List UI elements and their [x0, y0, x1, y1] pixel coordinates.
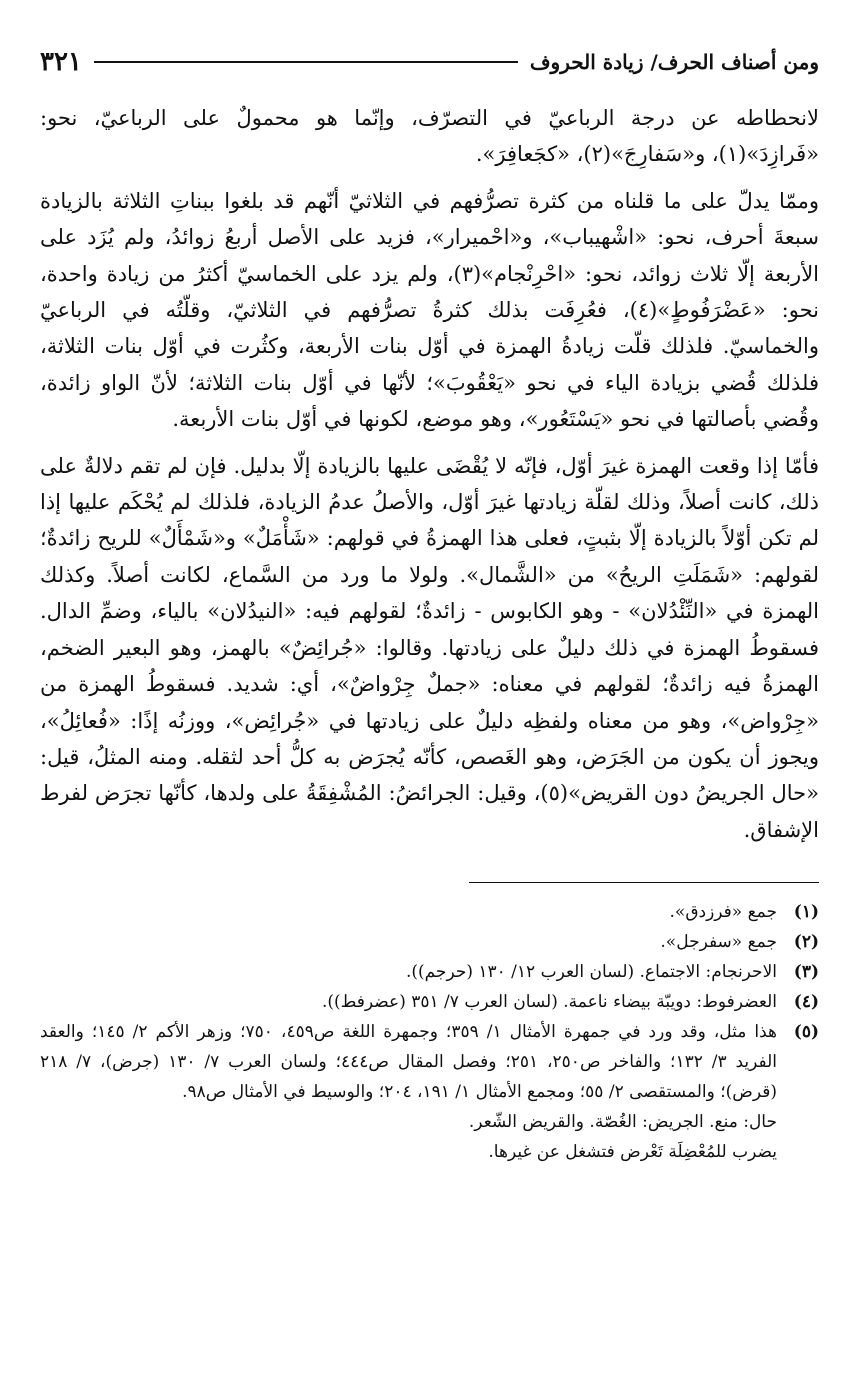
footnote-separator [469, 882, 819, 883]
footnote-text: الاحرنجام: الاجتماع. (لسان العرب ١٢/ ١٣٠ (حرجم)). [405, 962, 777, 983]
footnote-number: (١) [793, 902, 819, 923]
footnote-3 [40, 957, 819, 987]
footnote-number: (٤) [793, 992, 819, 1013]
paragraph-1: لانحطاطه عن درجة الرباعيّ في التصرّف، وإنّما هو محمولٌ على الرباعيّ، نحو: «فَرازِدَ»(١)، و«سَفارِجَ»(٢)، «كجَعافِرَ». [40, 106, 819, 167]
page-header [40, 40, 819, 84]
paragraph-2: وممّا يدلّ على ما قلناه من كثرة تصرُّفهم في الثلاثيّ أنّهم قد بلغوا ببناتِ الثلاثة بالزيادة سبعةَ أحرف، نحو: «اشْهيباب»، و«احْميرار»، فزيد على الأصل أربعُ زوائدُ، ولم يُزَد على الأربعة إلّا ثلاث زوائد، نحو: «احْرِنْجام»(٣)، ولم يزد على الخماسيّ أكثرُ من زيادة واحدة، نحو: «عَضْرَفُوطٍ»(٤)، فعُرِفَت بذلك كثرةُ تصرُّفهم في الثلاثيّ، وقلّتُه في الرباعيّ والخماسيّ. فلذلك قلّت زيادةُ الهمزة في أوّل بنات الأربعة، وكثُرت في أوّل بنات الثلاثة، فلذلك قُضي بزيادة الياء في نحو «يَعْقُوبَ»؛ لأنّها في أوّل بنات الثلاثة؛ لأنّ الواو زائدة، وقُضي بأصالتها في نحو «يَسْتَعُور»، وهو موضع، لكونها في أوّل بنات الأربعة. [40, 188, 820, 432]
book-page [40, 40, 819, 1167]
footnotes [40, 897, 819, 1167]
footnote-number: (٥) [793, 1022, 819, 1043]
footnote-number: (٢) [793, 932, 819, 953]
footnote-5 [40, 1017, 819, 1107]
paragraph-3: فأمّا إذا وقعت الهمزة غيرَ أوّل، فإنّه لا يُقْضَى عليها بالزيادة إلّا بدليل. فإن لم تقم دلالةٌ على ذلك، كانت أصلاً، وذلك لقلّة زيادتها غيرَ أوّل، والأصلُ عدمُ الزيادة، فلذلك لم يُحْكَم عليها إذا لم تكن أوّلاً بالزيادة إلّا بثبتٍ، فعلى هذا الهمزةُ في قولهم: «شَأْمَلٌ» و«شَمْأَلٌ» للريح زائدةٌ؛ لقولهم: «شَمَلَتِ الريحُ» من «الشَّمال». ولولا ما ورد من السَّماع، لكانت أصلاً. وكذلك الهمزة في «النِّئْدُلان» - وهو الكابوس - زائدةٌ؛ لقولهم فيه: «النيدُلان» بالياء، وضمِّ الدال. فسقوطُ الهمزة في ذلك دليلٌ على زيادتها. وقالوا: «جُرائِضٌ» بالهمز، وهو البعير الضخم، الهمزةُ فيه زائدةٌ؛ لقولهم في معناه: «جملٌ جِرْواضٌ»، أي: شديد. فسقوطُ الهمزة من «جِرْواض»، وهو من معناه ولفظِه دليلٌ على زيادتها في «جُرائِض»، ووزنُه إذًا: «فُعائِلُ»، ويجوز أن يكون من الجَرَض، وهو الغَصص، كأنّه يُجرَض به كلُّ أحد لثقله. ومنه المثلُ، قيل: «حال الجريضُ دون القريض»(٥)، وقيل: الجرائضُ: المُشْفِقَةُ على ولدها، كأنّها تجرَض لفرط الإشفاق. [40, 453, 819, 842]
running-head: ومن أصناف الحرف/ زيادة الحروف [529, 50, 819, 74]
footnote-text: هذا مثل، وقد ورد في جمهرة الأمثال ١/ ٣٥٩؛ وجمهرة اللغة ص٤٥٩، ٧٥٠؛ وزهر الأكم ٢/ ١٤٥؛ والعقد الفريد ٣/ ١٣٢؛ والفاخر ص٢٥٠، ٢٥١؛ وفصل المقال ص٤٤٤؛ ولسان العرب ٧/ ١٣٠ (جرض)، ٧/ ٢١٨ (قرض)؛ والمستقصى ٢/ ٥٥؛ ومجمع الأمثال ١/ ١٩١، ٢٠٤؛ والوسيط في الأمثال ص٩٨. [40, 1022, 778, 1103]
footnote-4 [40, 987, 819, 1017]
footnote-text: جمع «سفرجل». [660, 932, 777, 953]
footnote-1 [40, 897, 819, 927]
footnote-gloss-2: يضرب للمُعْضِلَة تَعْرض فتشغل عن غيرها. [488, 1142, 777, 1163]
header-rule [94, 61, 518, 63]
footnote-text: العضرفوط: دويبّة بيضاء ناعمة. (لسان العرب ٧/ ٣٥١ (عضرفط)). [322, 992, 777, 1013]
footnote-gloss-1: حال: منع. الجريض: الغُصّة. والقريض الشّعر. [468, 1112, 777, 1133]
footnote-text: جمع «فرزدق». [669, 902, 777, 923]
footnote-2 [40, 927, 819, 957]
body-text [40, 100, 819, 848]
page-number: ٣٢١ [40, 47, 82, 77]
footnote-number: (٣) [793, 962, 819, 983]
